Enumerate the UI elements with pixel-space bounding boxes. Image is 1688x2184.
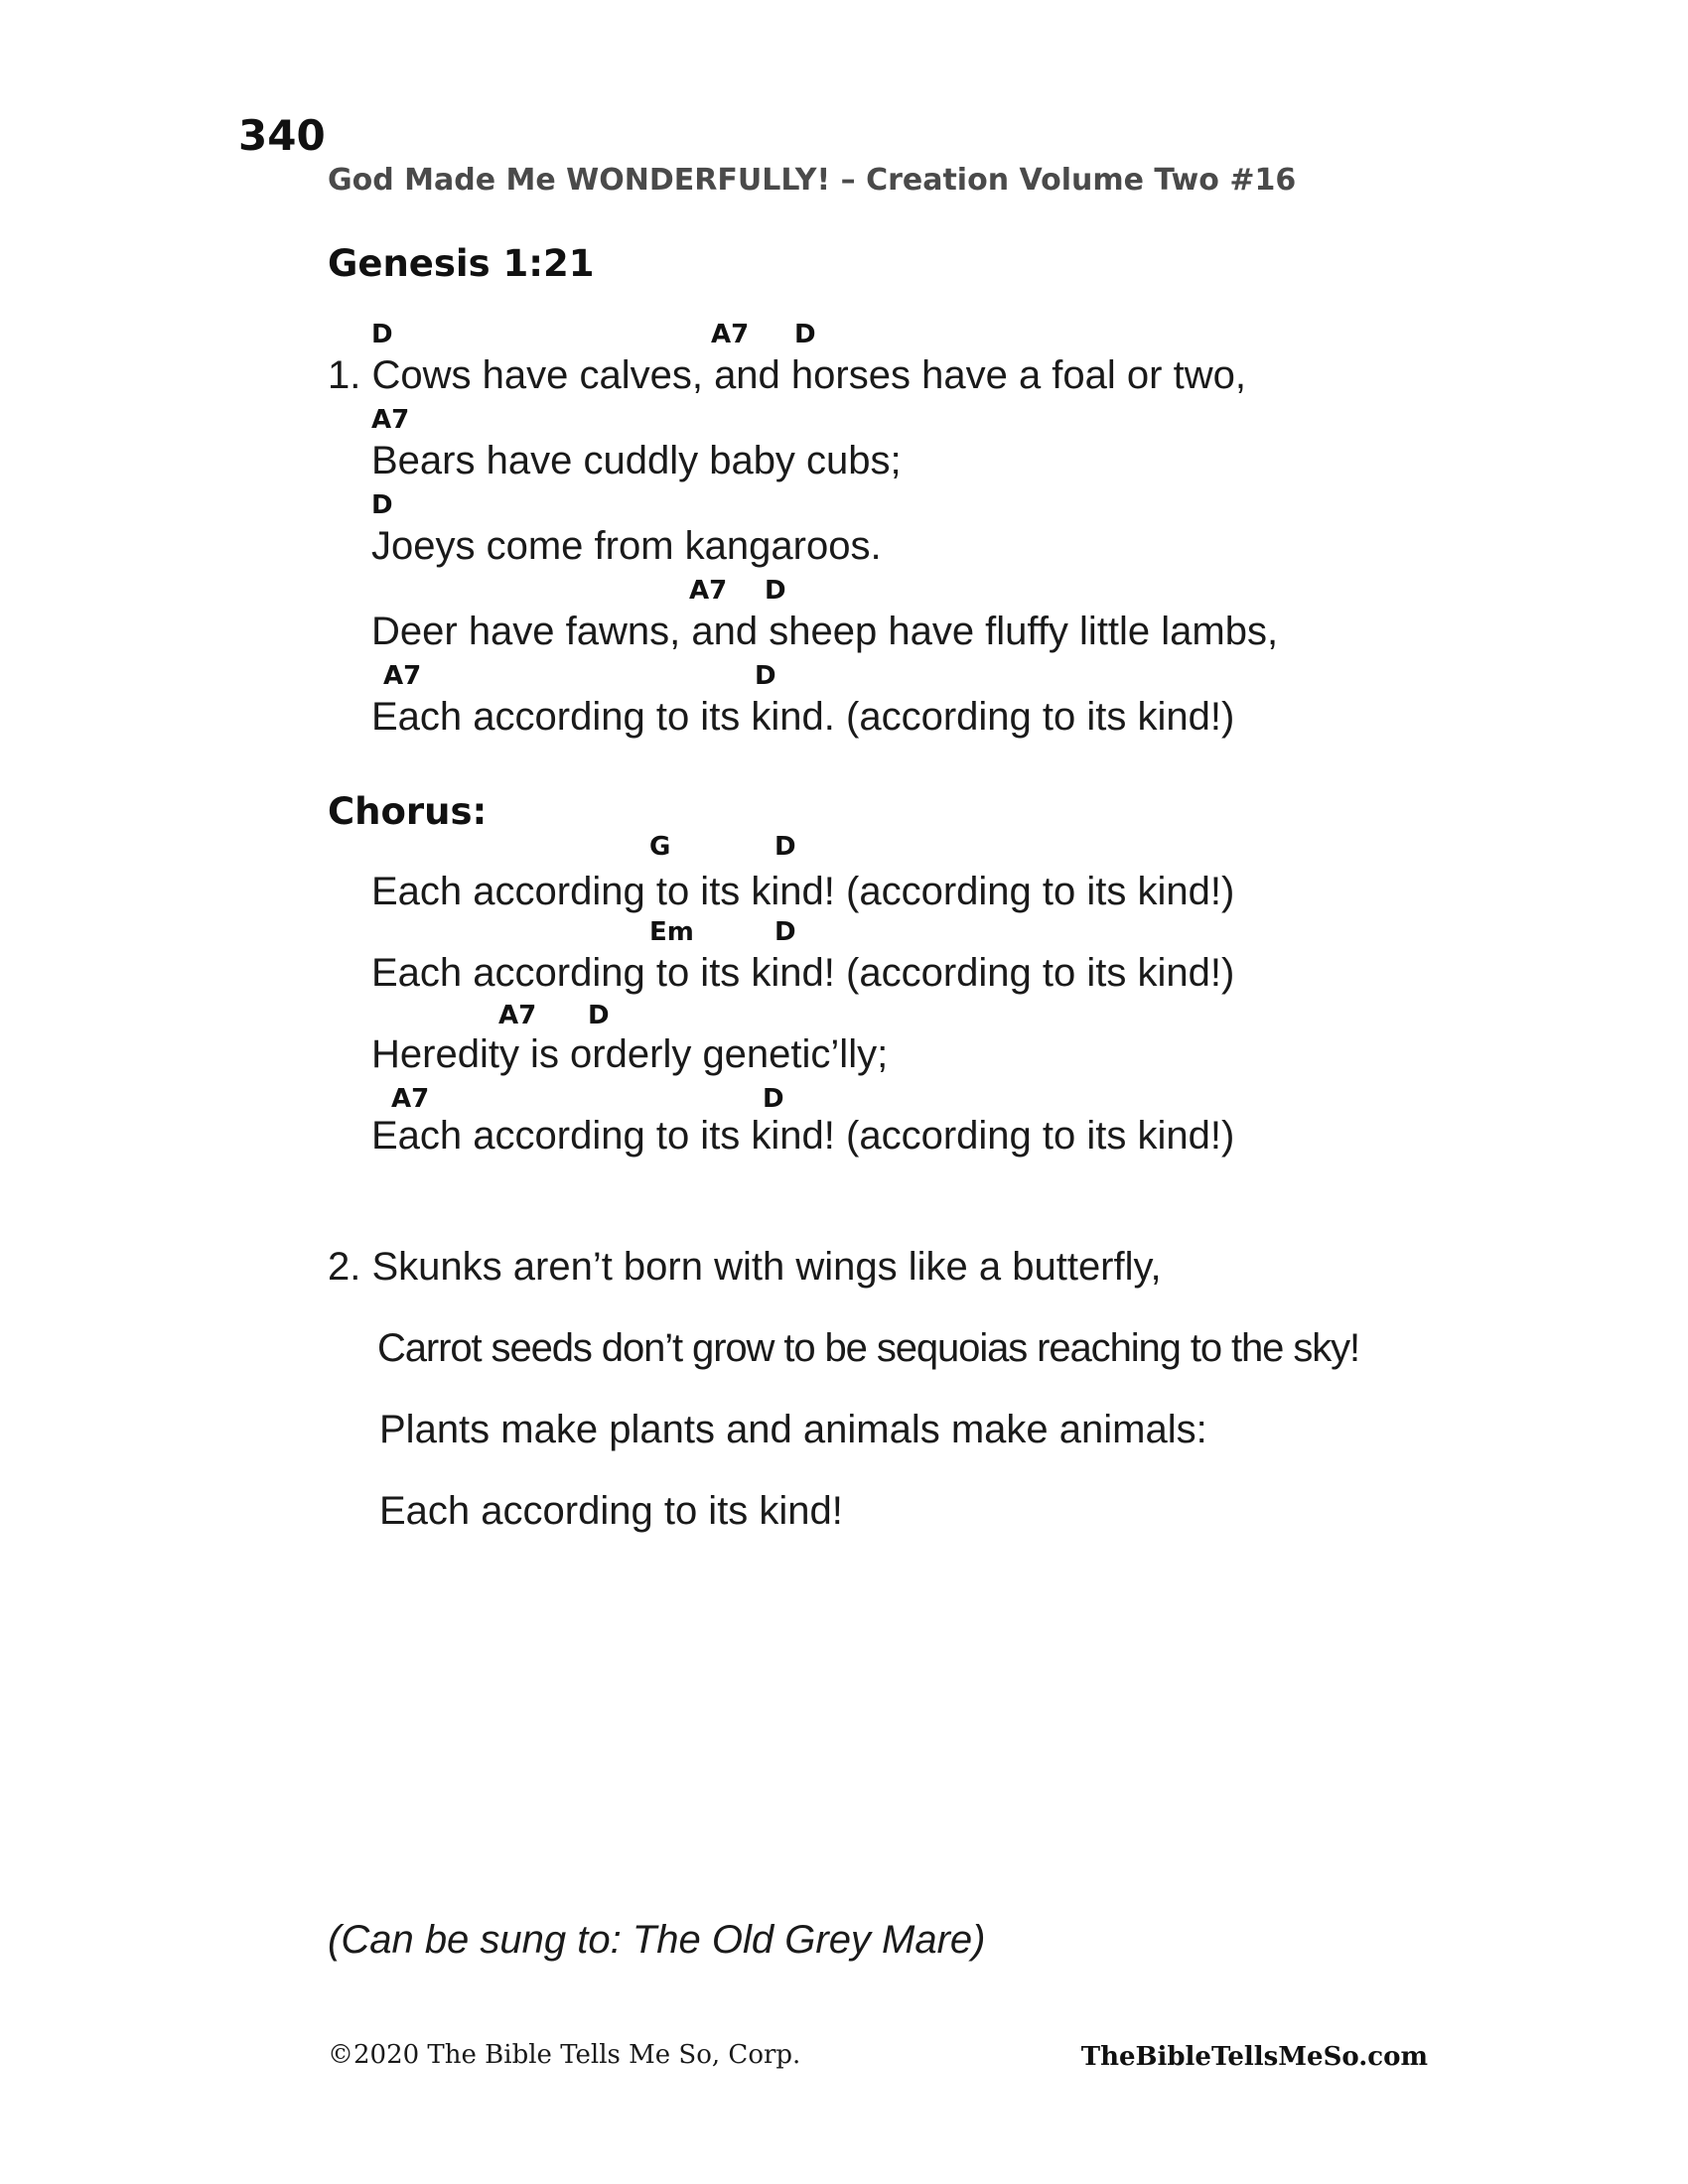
lyric-line: Each according to its kind! (according to its kind!) <box>371 1114 1235 1158</box>
page-number: 340 <box>238 111 326 160</box>
chord: D <box>765 576 786 606</box>
chord: D <box>774 832 796 862</box>
chord: A7 <box>383 661 422 691</box>
lyric-line: Deer have fawns, and sheep have fluffy little lambs, <box>371 610 1279 653</box>
chord: A7 <box>689 576 728 606</box>
lyric-line: Each according to its kind. (according to its kind!) <box>371 695 1235 739</box>
lyric-line: Carrot seeds don’t grow to be sequoias reaching to the sky! <box>377 1326 1360 1370</box>
chord: A7 <box>711 320 750 349</box>
tune-note: (Can be sung to: The Old Grey Mare) <box>328 1918 986 1962</box>
chord: A7 <box>391 1084 430 1114</box>
lyric-line: Each according to its kind! (according to its kind!) <box>371 951 1235 995</box>
chord: D <box>794 320 816 349</box>
chord: D <box>755 661 776 691</box>
chord: Em <box>649 917 694 947</box>
chord: D <box>371 490 393 520</box>
copyright-notice: ©2020 The Bible Tells Me So, Corp. <box>328 2040 801 2070</box>
chord: G <box>649 832 671 862</box>
lyric-line: Heredity is orderly genetic’lly; <box>371 1032 889 1076</box>
chord: D <box>588 1001 610 1030</box>
chord: A7 <box>498 1001 537 1030</box>
scripture-reference: Genesis 1:21 <box>328 242 595 285</box>
chord: A7 <box>371 405 410 435</box>
lyric-line: Each according to its kind! <box>379 1489 843 1533</box>
book-title: God Made Me WONDERFULLY! – Creation Volume Two #16 <box>328 163 1297 198</box>
chord: D <box>763 1084 784 1114</box>
lyric-line: 2. Skunks aren’t born with wings like a butterfly, <box>328 1245 1162 1289</box>
lyric-line: Joeys come from kangaroos. <box>371 524 882 568</box>
website-link[interactable]: TheBibleTellsMeSo.com <box>1080 2042 1428 2072</box>
lyric-line: Each according to its kind! (according to its kind!) <box>371 870 1235 913</box>
lyric-line: Bears have cuddly baby cubs; <box>371 439 902 482</box>
chorus-heading: Chorus: <box>328 790 488 833</box>
chord: D <box>774 917 796 947</box>
chord: D <box>371 320 393 349</box>
lyric-line: 1. Cows have calves, and horses have a foal or two, <box>328 353 1246 397</box>
lyric-line: Plants make plants and animals make animals: <box>379 1408 1207 1451</box>
